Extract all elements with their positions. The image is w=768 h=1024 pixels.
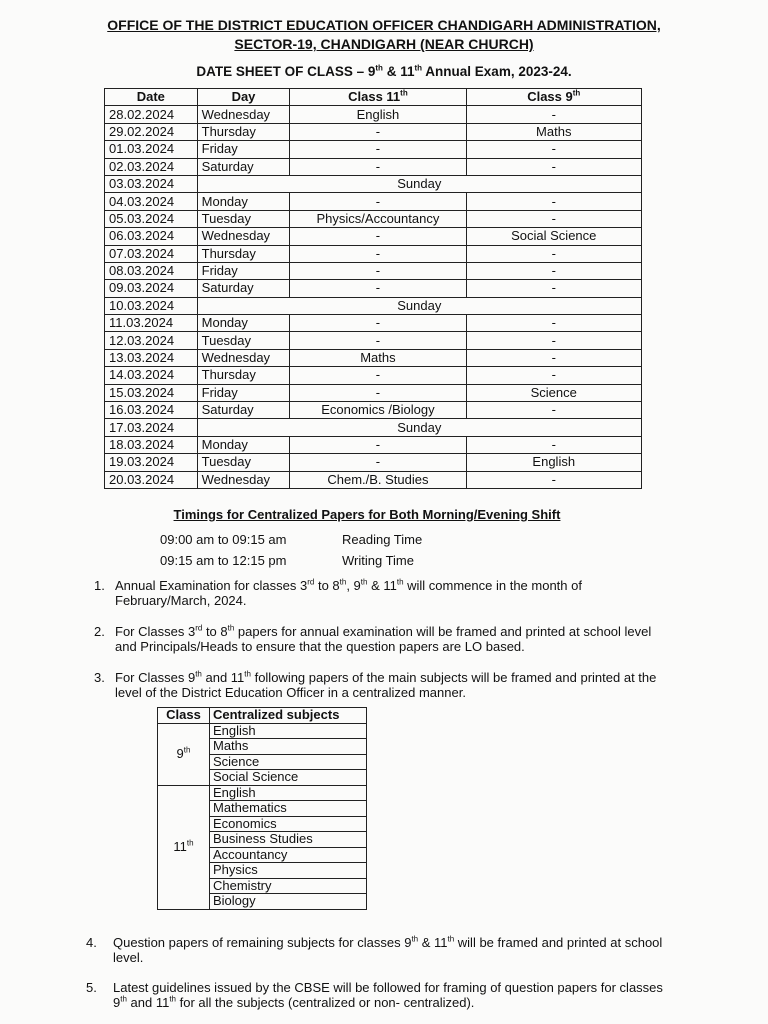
day-cell: Friday	[197, 141, 290, 158]
date-sheet-row	[105, 402, 642, 419]
date-sheet-row	[105, 141, 642, 158]
timing-row-reading	[160, 532, 422, 547]
subject-cell: Business Studies	[210, 832, 367, 848]
class-9-cell: -	[466, 367, 642, 384]
day-cell: Saturday	[197, 402, 290, 419]
class-9-cell: -	[466, 280, 642, 297]
class-11-cell: Maths	[290, 349, 466, 366]
day-cell: Tuesday	[197, 210, 290, 227]
date-cell: 18.03.2024	[105, 436, 198, 453]
date-sheet-row	[105, 193, 642, 210]
class-11-cell: -	[290, 280, 466, 297]
date-cell: 29.02.2024	[105, 123, 198, 140]
header-date: Date	[105, 89, 198, 106]
date-sheet-header-row	[105, 89, 642, 106]
subject-cell: Economics	[210, 816, 367, 832]
class-11-cell: Physics/Accountancy	[290, 210, 466, 227]
date-cell: 06.03.2024	[105, 228, 198, 245]
date-sheet-row	[105, 367, 642, 384]
class-9-cell: -	[466, 471, 642, 488]
centralized-row	[158, 785, 367, 801]
date-cell: 13.03.2024	[105, 349, 198, 366]
day-cell: Thursday	[197, 367, 290, 384]
date-cell: 16.03.2024	[105, 402, 198, 419]
class-11-cell: -	[290, 262, 466, 279]
class-9-cell: -	[466, 106, 642, 123]
date-cell: 10.03.2024	[105, 297, 198, 314]
item-text: Question papers of remaining subjects for classes 9th & 11th will be framed and printed at school level.	[113, 934, 663, 965]
item-number: 1.	[94, 578, 105, 593]
note-item-1	[94, 578, 674, 608]
date-sheet-row	[105, 123, 642, 140]
class-11-cell: -	[290, 245, 466, 262]
header-day: Day	[197, 89, 290, 106]
subject-cell: Biology	[210, 894, 367, 910]
item-number: 5.	[86, 980, 97, 995]
date-cell: 14.03.2024	[105, 367, 198, 384]
timing-label: Writing Time	[342, 553, 414, 568]
class-11-cell: -	[290, 193, 466, 210]
date-sheet-row	[105, 158, 642, 175]
date-cell: 12.03.2024	[105, 332, 198, 349]
item-text: For Classes 9th and 11th following papers of the main subjects will be framed and printed at the level of the District Education Officer in a centralized manner.	[115, 669, 657, 700]
class-9-cell: English	[466, 454, 642, 471]
date-sheet-row	[105, 175, 642, 192]
date-sheet-row	[105, 384, 642, 401]
date-sheet-row	[105, 280, 642, 297]
note-item-4	[86, 935, 676, 965]
date-cell: 20.03.2024	[105, 471, 198, 488]
class-11-cell: -	[290, 384, 466, 401]
day-cell: Wednesday	[197, 106, 290, 123]
timing-time: 09:15 am to 12:15 pm	[160, 553, 287, 568]
class-11-cell: -	[290, 332, 466, 349]
day-cell: Saturday	[197, 280, 290, 297]
date-cell: 15.03.2024	[105, 384, 198, 401]
date-cell: 01.03.2024	[105, 141, 198, 158]
class-11-cell: -	[290, 158, 466, 175]
class-9-cell: -	[466, 332, 642, 349]
date-sheet-row	[105, 297, 642, 314]
class-11-cell: -	[290, 141, 466, 158]
class-9-cell: -	[466, 436, 642, 453]
subject-cell: English	[210, 723, 367, 739]
class-11-cell: Chem./B. Studies	[290, 471, 466, 488]
date-cell: 11.03.2024	[105, 315, 198, 332]
sunday-cell: Sunday	[197, 297, 641, 314]
date-cell: 04.03.2024	[105, 193, 198, 210]
class-11-cell: -	[290, 436, 466, 453]
class-9-cell: Social Science	[466, 228, 642, 245]
date-sheet-row	[105, 245, 642, 262]
class-11-cell: English	[290, 106, 466, 123]
date-sheet-subtitle: DATE SHEET OF CLASS – 9th & 11th Annual Exam, 2023-24.	[196, 63, 572, 79]
header-class: Class	[158, 708, 210, 724]
centralized-subjects-table	[157, 707, 367, 910]
class-11-cell: -	[290, 367, 466, 384]
subject-cell: Maths	[210, 739, 367, 755]
class-11-cell: -	[290, 315, 466, 332]
class-9-cell: -	[466, 349, 642, 366]
date-cell: 02.03.2024	[105, 158, 198, 175]
class-9-cell: Maths	[466, 123, 642, 140]
day-cell: Thursday	[197, 123, 290, 140]
timing-row-writing	[160, 553, 414, 568]
day-cell: Saturday	[197, 158, 290, 175]
date-sheet-row	[105, 210, 642, 227]
class-cell: 9th	[158, 723, 210, 785]
subject-cell: Chemistry	[210, 878, 367, 894]
office-address: SECTOR-19, CHANDIGARH (NEAR CHURCH)	[234, 36, 534, 52]
class-9-cell: -	[466, 402, 642, 419]
date-cell: 19.03.2024	[105, 454, 198, 471]
sunday-cell: Sunday	[197, 175, 641, 192]
class-9-cell: -	[466, 141, 642, 158]
class-9-cell: -	[466, 262, 642, 279]
date-sheet-row	[105, 454, 642, 471]
day-cell: Monday	[197, 436, 290, 453]
date-cell: 28.02.2024	[105, 106, 198, 123]
date-cell: 03.03.2024	[105, 175, 198, 192]
day-cell: Monday	[197, 193, 290, 210]
centralized-header-row	[158, 708, 367, 724]
timing-time: 09:00 am to 09:15 am	[160, 532, 287, 547]
date-sheet-table	[104, 88, 642, 489]
day-cell: Friday	[197, 262, 290, 279]
day-cell: Wednesday	[197, 349, 290, 366]
header-centralized-subjects: Centralized subjects	[210, 708, 367, 724]
date-cell: 09.03.2024	[105, 280, 198, 297]
class-9-cell: -	[466, 315, 642, 332]
class-11-cell: -	[290, 454, 466, 471]
header-class-11: Class 11th	[290, 89, 466, 106]
day-cell: Wednesday	[197, 228, 290, 245]
day-cell: Tuesday	[197, 332, 290, 349]
class-11-cell: -	[290, 228, 466, 245]
subject-cell: Science	[210, 754, 367, 770]
note-item-5	[86, 980, 676, 1010]
class-9-cell: -	[466, 245, 642, 262]
class-11-cell: Economics /Biology	[290, 402, 466, 419]
header-class-9: Class 9th	[466, 89, 642, 106]
subject-cell: Physics	[210, 863, 367, 879]
item-number: 3.	[94, 670, 105, 685]
date-sheet-row	[105, 349, 642, 366]
note-item-3	[94, 670, 674, 700]
date-sheet-row	[105, 471, 642, 488]
class-11-cell: -	[290, 123, 466, 140]
item-number: 2.	[94, 624, 105, 639]
class-9-cell: Science	[466, 384, 642, 401]
date-cell: 07.03.2024	[105, 245, 198, 262]
day-cell: Friday	[197, 384, 290, 401]
date-sheet-row	[105, 106, 642, 123]
class-cell: 11th	[158, 785, 210, 909]
item-text: For Classes 3rd to 8th papers for annual examination will be framed and printed at school level and Principals/Heads to ensure that the question papers are LO based.	[115, 623, 652, 654]
sunday-cell: Sunday	[197, 419, 641, 436]
date-cell: 05.03.2024	[105, 210, 198, 227]
class-9-cell: -	[466, 158, 642, 175]
subject-cell: Accountancy	[210, 847, 367, 863]
day-cell: Thursday	[197, 245, 290, 262]
subject-cell: Mathematics	[210, 801, 367, 817]
date-sheet-row	[105, 228, 642, 245]
timings-title: Timings for Centralized Papers for Both Morning/Evening Shift	[173, 507, 561, 522]
timing-label: Reading Time	[342, 532, 423, 547]
office-title: OFFICE OF THE DISTRICT EDUCATION OFFICER CHANDIGARH ADMINISTRATION,	[107, 17, 661, 33]
date-cell: 17.03.2024	[105, 419, 198, 436]
day-cell: Wednesday	[197, 471, 290, 488]
date-cell: 08.03.2024	[105, 262, 198, 279]
item-number: 4.	[86, 935, 97, 950]
centralized-row	[158, 723, 367, 739]
date-sheet-row	[105, 419, 642, 436]
note-item-2	[94, 624, 674, 654]
class-9-cell: -	[466, 193, 642, 210]
item-text: Latest guidelines issued by the CBSE will be followed for framing of question papers for classes 9th and 11th for all the subjects (centralized or non- centralized).	[113, 980, 663, 1010]
subject-cell: English	[210, 785, 367, 801]
day-cell: Tuesday	[197, 454, 290, 471]
class-9-cell: -	[466, 210, 642, 227]
date-sheet-row	[105, 315, 642, 332]
item-text: Annual Examination for classes 3rd to 8th, 9th & 11th will commence in the month of February/March, 2024.	[115, 577, 582, 608]
date-sheet-row	[105, 332, 642, 349]
date-sheet-row	[105, 436, 642, 453]
day-cell: Monday	[197, 315, 290, 332]
subject-cell: Social Science	[210, 770, 367, 786]
date-sheet-row	[105, 262, 642, 279]
